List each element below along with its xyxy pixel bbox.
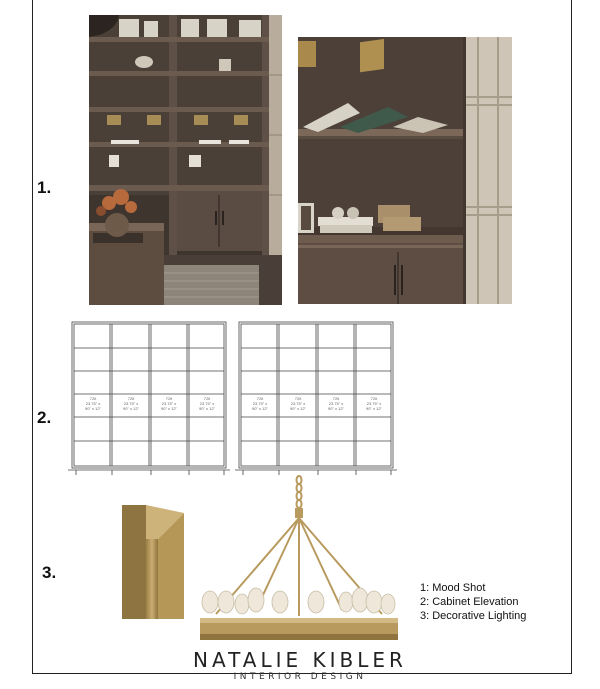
elevation-door-label: 72lt bbox=[127, 396, 135, 401]
legend-item-mood-shot: 1: Mood Shot bbox=[420, 582, 486, 594]
elevation-door-label: 90" x 12" bbox=[85, 406, 101, 411]
elevation-door-label: 90" x 12" bbox=[366, 406, 382, 411]
elevation-door-label: 90" x 12" bbox=[199, 406, 215, 411]
elevation-door-label: 23.75" x bbox=[161, 401, 177, 406]
elevation-door-label: 72lt bbox=[294, 396, 302, 401]
legend bbox=[420, 581, 526, 623]
elevation-door-label: 72lt bbox=[332, 396, 340, 401]
mood-shot-photo-shelf-detail bbox=[298, 37, 512, 304]
brand-name: NATALIE KIBLER bbox=[193, 648, 407, 672]
elevation-door-label: 90" x 12" bbox=[123, 406, 139, 411]
elevation-door-label: 23.75" x bbox=[252, 401, 268, 406]
elevation-door-label: 23.75" x bbox=[366, 401, 382, 406]
elevation-door-label: 72lt bbox=[165, 396, 173, 401]
cabinet-elevation-left bbox=[68, 318, 230, 478]
elevation-door-label: 72lt bbox=[370, 396, 378, 401]
elevation-door-label: 90" x 12" bbox=[252, 406, 268, 411]
elevation-door-label: 23.75" x bbox=[85, 401, 101, 406]
elevation-door-label: 23.75" x bbox=[199, 401, 215, 406]
elevation-door-label: 23.75" x bbox=[328, 401, 344, 406]
elevation-door-label: 72lt bbox=[256, 396, 264, 401]
elevation-door-label: 90" x 12" bbox=[161, 406, 177, 411]
brand-tagline: INTERIOR DESIGN bbox=[233, 672, 367, 682]
cabinet-elevation-right bbox=[235, 318, 397, 478]
brass-wall-sconce bbox=[118, 503, 188, 621]
section-number-3: 3. bbox=[42, 563, 57, 582]
brass-chandelier bbox=[196, 474, 402, 646]
mood-shot-photo-library bbox=[89, 15, 282, 305]
elevation-door-label: 23.75" x bbox=[290, 401, 306, 406]
elevation-door-label: 90" x 12" bbox=[290, 406, 306, 411]
elevation-door-label: 23.75" x bbox=[123, 401, 139, 406]
elevation-door-label: 72lt bbox=[89, 396, 97, 401]
section-number-1: 1. bbox=[37, 178, 52, 197]
elevation-door-label: 72lt bbox=[203, 396, 211, 401]
legend-item-cabinet-elevation: 2: Cabinet Elevation bbox=[420, 596, 519, 608]
legend-item-decorative-lighting: 3: Decorative Lighting bbox=[420, 610, 527, 622]
section-number-2: 2. bbox=[37, 408, 52, 427]
elevation-door-label: 90" x 12" bbox=[328, 406, 344, 411]
